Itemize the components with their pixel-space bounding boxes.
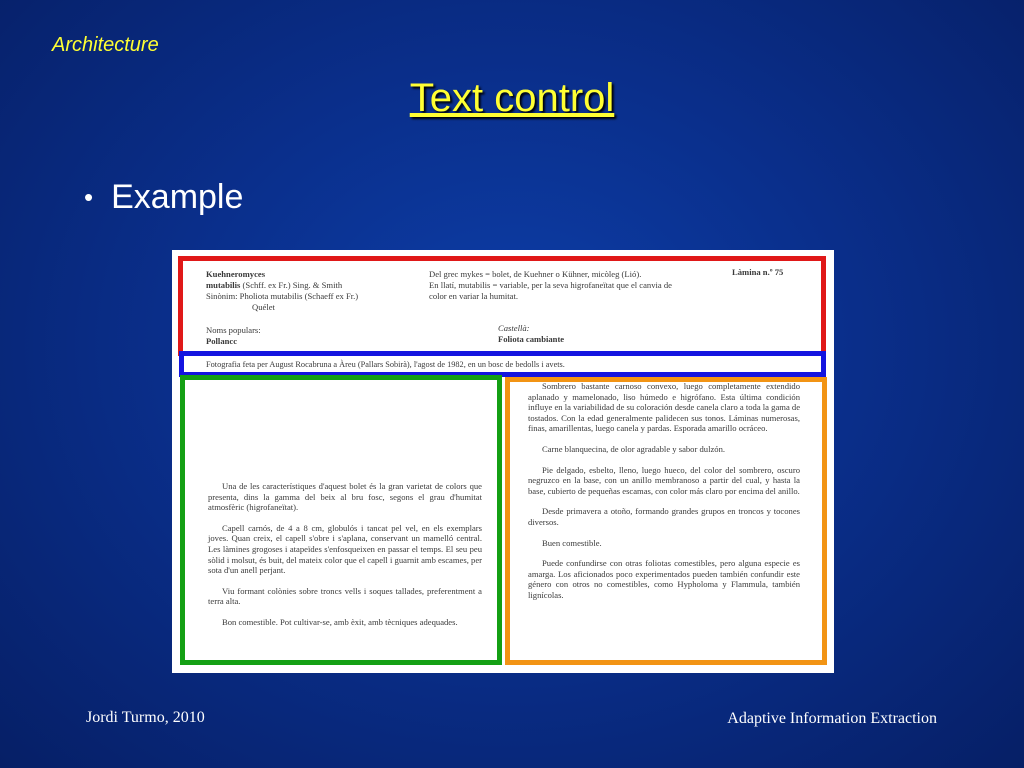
catalan-paragraph: Capell carnós, de 4 a 8 cm, globulós i tancat pel vel, en els exemplars joves. Quan creix, el capell s'obre i s'aplana, conservant un mamelló central. Les làmines grogoses i atapeïdes s'enfosqueixen en passar el temps. El seu peu sòlid i molsut, és buit, del mateix color que el capell i guarnit amb escames, per sota d'un anell perjant. (208, 522, 482, 576)
synonym-author: Quélet (252, 302, 275, 312)
etymology-line-3: color en variar la humitat. (429, 291, 519, 301)
catalan-annotation-box (180, 375, 502, 665)
caption-annotation-box (179, 351, 826, 377)
scanned-document (172, 250, 834, 673)
spanish-paragraph: Carne blanquecina, de olor agradable y sabor dulzón. (542, 443, 726, 454)
plate-number: Làmina n.º 75 (732, 267, 784, 277)
spanish-paragraph: Buen comestible. (542, 537, 602, 548)
species-name: mutabilis (206, 280, 241, 290)
castilian-label: Castellà: (498, 323, 530, 333)
etymology-line-1: Del grec mykes = bolet, de Kuehner o Kühner, micòleg (Lió). (429, 269, 642, 279)
spanish-paragraph: Pie delgado, esbelto, lleno, luego hueco, del color del sombrero, oscuro negruzco en la base, con un anillo membranoso a partir del cual, y hasta la base, cubierto de pequeñas escamas, con color más claro por encima del anillo. (528, 464, 800, 496)
etymology-line-2: En llatí, mutabilis = variable, per la seva higrofaneïtat que el canvia de (429, 280, 672, 290)
footer-course: Adaptive Information Extraction (727, 710, 937, 727)
species-author: (Schff. ex Fr.) Sing. & Smith (242, 280, 343, 290)
section-label: Architecture (52, 34, 159, 56)
header-annotation-box (178, 256, 826, 356)
popular-name: Pollancc (206, 336, 238, 346)
spanish-paragraph: Desde primavera a otoño, formando grandes grupos en troncos y tocones diversos. (528, 506, 800, 527)
spanish-annotation-box (505, 377, 827, 665)
photo-caption: Fotografia feta per August Rocabruna a Àreu (Pallars Sobirà), l'agost de 1982, en un bosc de bedolls i avets. (206, 360, 565, 369)
castilian-name: Foliota cambiante (498, 334, 565, 344)
footer-author: Jordi Turmo, 2010 (86, 709, 205, 726)
catalan-paragraph: Una de les característiques d'aquest bolet és la gran varietat de colors que presenta, dins la gamma del beix al bru fosc, segons el grau d'humitat atmosfèric (higrofaneïtat). (208, 481, 482, 513)
spanish-paragraph: Sombrero bastante carnoso convexo, luego completamente extendido aplanado y mamelonado, liso húmedo e higrófano. Esta última condición influye en la variabilidad de su coloración desde canela claro a toda la gama de tostados. Con la edad generalmente palidecen sus tonos. Láminas numerosas, finas, amarillentas, luego canela y pardas. Esporada amarillo ocráceo. (528, 381, 801, 434)
catalan-paragraph: Viu formant colònies sobre troncs vells i soques tallades, preferentment a terra alta. (208, 585, 482, 607)
bullet-item (84, 178, 243, 217)
synonym-line: Sinònim: Pholiota mutabilis (Schaeff ex Fr.) (206, 291, 359, 301)
spanish-paragraph: Puede confundirse con otras foliotas comestibles, pero alguna especie es amarga. Los aficionados poco experimentados pueden también confundir este género con otros no comestibles, como Hypholoma y Flammula, también lignícolas. (528, 558, 800, 600)
catalan-paragraph: Bon comestible. Pot cultivar-se, amb èxit, amb tècniques adequades. (222, 616, 458, 627)
genus-name: Kuehneromyces (206, 269, 266, 279)
slide-title: Text control (409, 76, 615, 120)
popular-names-label: Noms populars: (206, 325, 261, 335)
bullet-text: Example (111, 178, 244, 216)
bullet-dot-icon: • (84, 182, 94, 212)
